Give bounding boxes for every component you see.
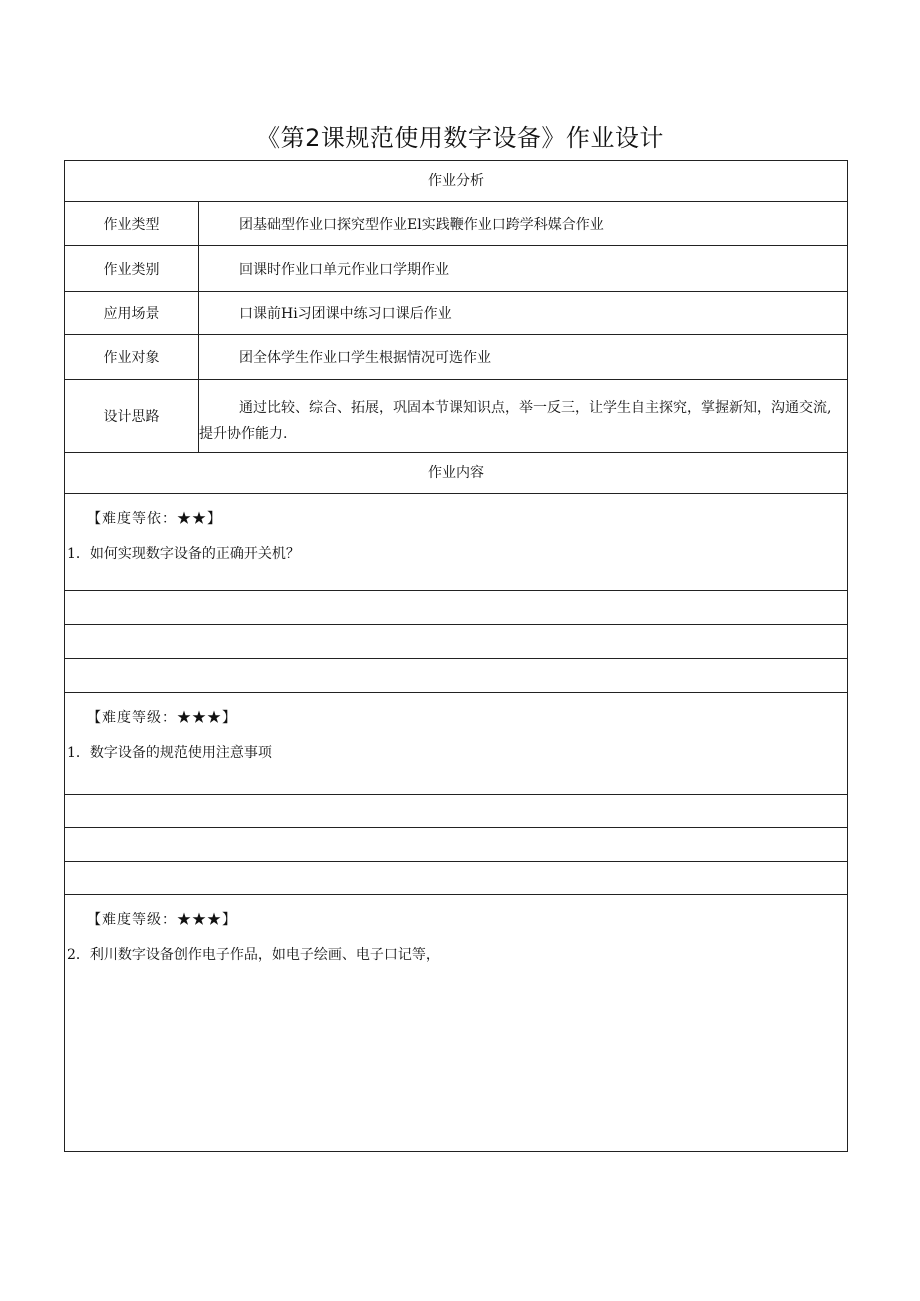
difficulty-label: 【难度等依：★★】 xyxy=(87,511,222,527)
row-value: 回课时作业口单元作业口学期作业 xyxy=(239,261,449,278)
row-label: 应用场景 xyxy=(65,292,199,334)
row-label: 作业类型 xyxy=(65,202,199,245)
row-label: 作业类别 xyxy=(65,246,199,291)
row-label: 作业对象 xyxy=(65,335,199,379)
answer-line xyxy=(65,625,847,659)
answer-line xyxy=(65,862,847,895)
task-2 xyxy=(65,693,847,795)
row-design-idea xyxy=(65,380,847,453)
question-text: 1．如何实现数字设备的正确开关机？ xyxy=(67,546,300,562)
question-text: 1．数字设备的规范使用注意事项 xyxy=(67,745,272,761)
difficulty-label: 【难度等级：★★★】 xyxy=(87,710,237,726)
row-value: 团基础型作业口探究型作业El实践鞭作业口跨学科媒合作业 xyxy=(239,216,604,233)
task-1 xyxy=(65,494,847,591)
question-text: 2．利川数字设备创作电子作品，如电子绘画、电子口记等， xyxy=(67,947,440,963)
answer-line xyxy=(65,591,847,625)
row-label: 设计思路 xyxy=(65,380,199,452)
analysis-header: 作业分析 xyxy=(65,161,847,202)
row-value: 通过比较、综合、拓展，巩固本节课知识点，举一反三，让学生自主探究，掌握新知，沟通交流,提升协作能力. xyxy=(199,400,832,442)
row-value: 团全体学生作业口学生根据情况可选作业 xyxy=(239,350,491,366)
content-header: 作业内容 xyxy=(65,453,847,494)
answer-line xyxy=(65,659,847,693)
row-homework-type xyxy=(65,202,847,246)
homework-table xyxy=(64,160,848,1152)
answer-line xyxy=(65,828,847,862)
row-application-scene xyxy=(65,292,847,335)
difficulty-label: 【难度等级：★★★】 xyxy=(87,912,237,928)
row-value: 口课前Hi习团课中练习口课后作业 xyxy=(239,306,452,322)
row-homework-category xyxy=(65,246,847,292)
document-title: 《第2课规范使用数字设备》作业设计 xyxy=(256,124,664,152)
row-homework-target xyxy=(65,335,847,380)
task-3 xyxy=(65,895,847,1151)
answer-line xyxy=(65,795,847,828)
